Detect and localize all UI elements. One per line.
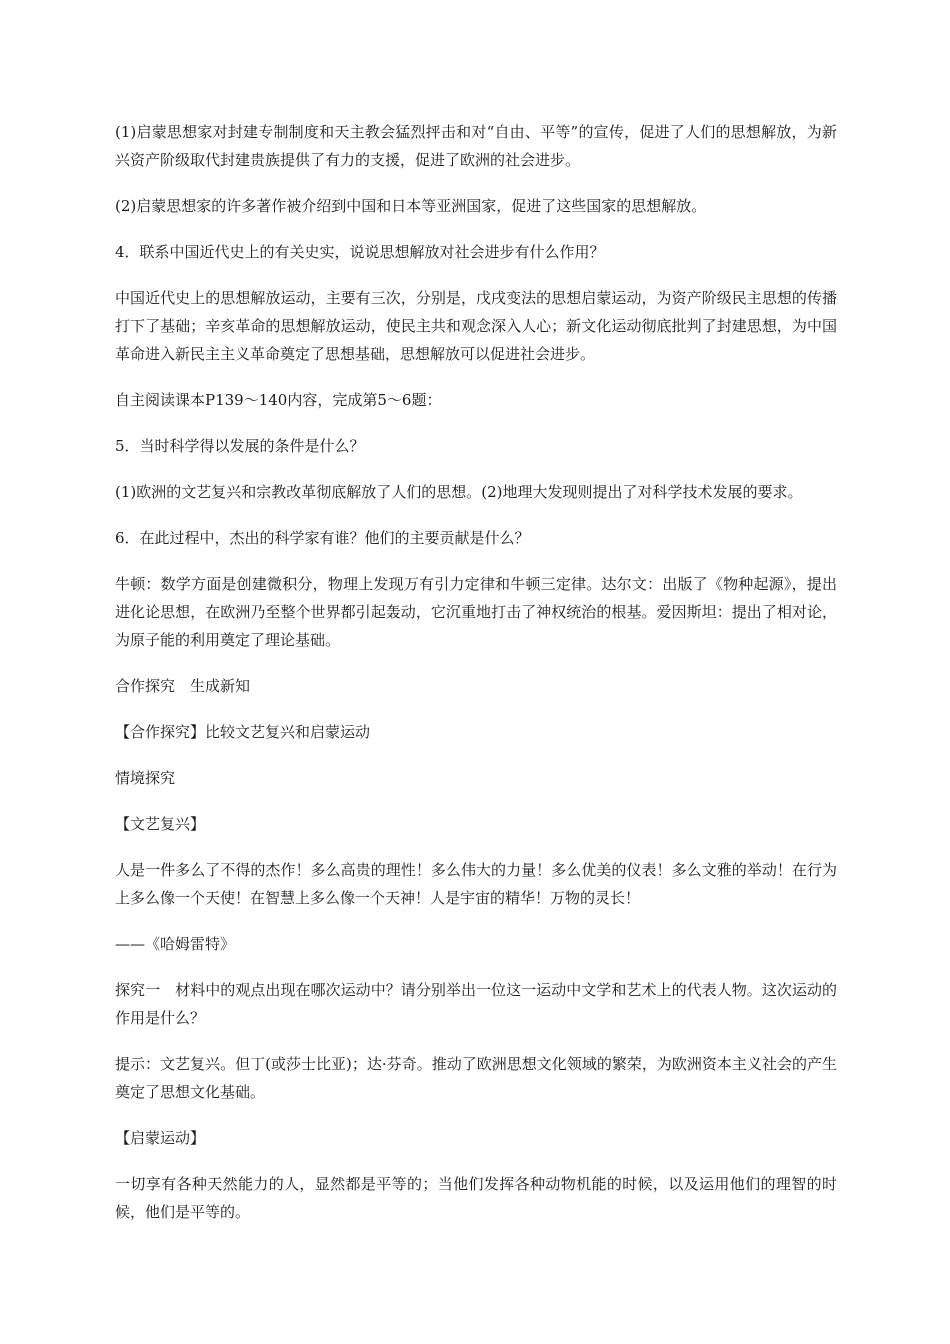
document-page <box>115 118 837 1244</box>
hamlet-quote: 人是一件多么了不得的杰作！多么高贵的理性！多么伟大的力量！多么优美的仪表！多么文雅的举动！在行为上多么像一个天使！在智慧上多么像一个天神！人是宇宙的精华！万物的灵长！ <box>115 861 837 907</box>
reading-instruction: 自主阅读课本P139～140内容，完成第5～6题： <box>115 391 442 409</box>
answer-5: (1)欧洲的文艺复兴和宗教改革彻底解放了人们的思想。(2)地理大发现则提出了对科学技术发展的要求。 <box>115 483 803 501</box>
question-4: 4．联系中国近代史上的有关史实，说说思想解放对社会进步有什么作用？ <box>115 243 605 261</box>
enlightenment-heading: 【启蒙运动】 <box>115 1129 206 1147</box>
inquiry-1-hint: 提示：文艺复兴。但丁(或莎士比亚)；达·芬奇。推动了欧洲思想文化领域的繁荣，为欧洲资本主义社会的产生奠定了思想文化基础。 <box>115 1055 837 1101</box>
hamlet-source: ——《哈姆雷特》 <box>115 935 236 953</box>
enlightenment-quote: 一切享有各种天然能力的人，显然都是平等的；当他们发挥各种动物机能的时候，以及运用他们的理智的时候，他们是平等的。 <box>115 1175 837 1221</box>
situation-heading: 情境探究 <box>115 769 176 787</box>
paragraph-enlightenment-effect-1: (1)启蒙思想家对封建专制制度和天主教会猛烈抨击和对“自由、平等”的宣传，促进了人们的思想解放，为新兴资产阶级取代封建贵族提供了有力的支援，促进了欧洲的社会进步。 <box>115 123 837 169</box>
paragraph-enlightenment-effect-2: (2)启蒙思想家的许多著作被介绍到中国和日本等亚洲国家，促进了这些国家的思想解放。 <box>115 197 707 215</box>
renaissance-heading: 【文艺复兴】 <box>115 815 206 833</box>
answer-6: 牛顿：数学方面是创建微积分，物理上发现万有引力定律和牛顿三定律。达尔文：出版了《物种起源》，提出进化论思想，在欧洲乃至整个世界都引起轰动，它沉重地打击了神权统治的根基。爱因斯坦：提出了相对论，为原子能的利用奠定了理论基础。 <box>115 575 837 649</box>
section-heading-cooperation: 合作探究 生成新知 <box>115 677 251 695</box>
question-6: 6．在此过程中，杰出的科学家有谁？他们的主要贡献是什么？ <box>115 529 530 547</box>
inquiry-1: 探究一 材料中的观点出现在哪次运动中？请分别举出一位这一运动中文学和艺术上的代表人物。这次运动的作用是什么？ <box>115 981 837 1027</box>
question-5: 5．当时科学得以发展的条件是什么？ <box>115 437 365 455</box>
answer-4: 中国近代史上的思想解放运动，主要有三次，分别是，戊戌变法的思想启蒙运动，为资产阶级民主思想的传播打下了基础；辛亥革命的思想解放运动，使民主共和观念深入人心；新文化运动彻底批判了封建思想，为中国革命进入新民主主义革命奠定了思想基础，思想解放可以促进社会进步。 <box>115 289 837 363</box>
cooperation-topic: 【合作探究】比较文艺复兴和启蒙运动 <box>115 723 371 741</box>
